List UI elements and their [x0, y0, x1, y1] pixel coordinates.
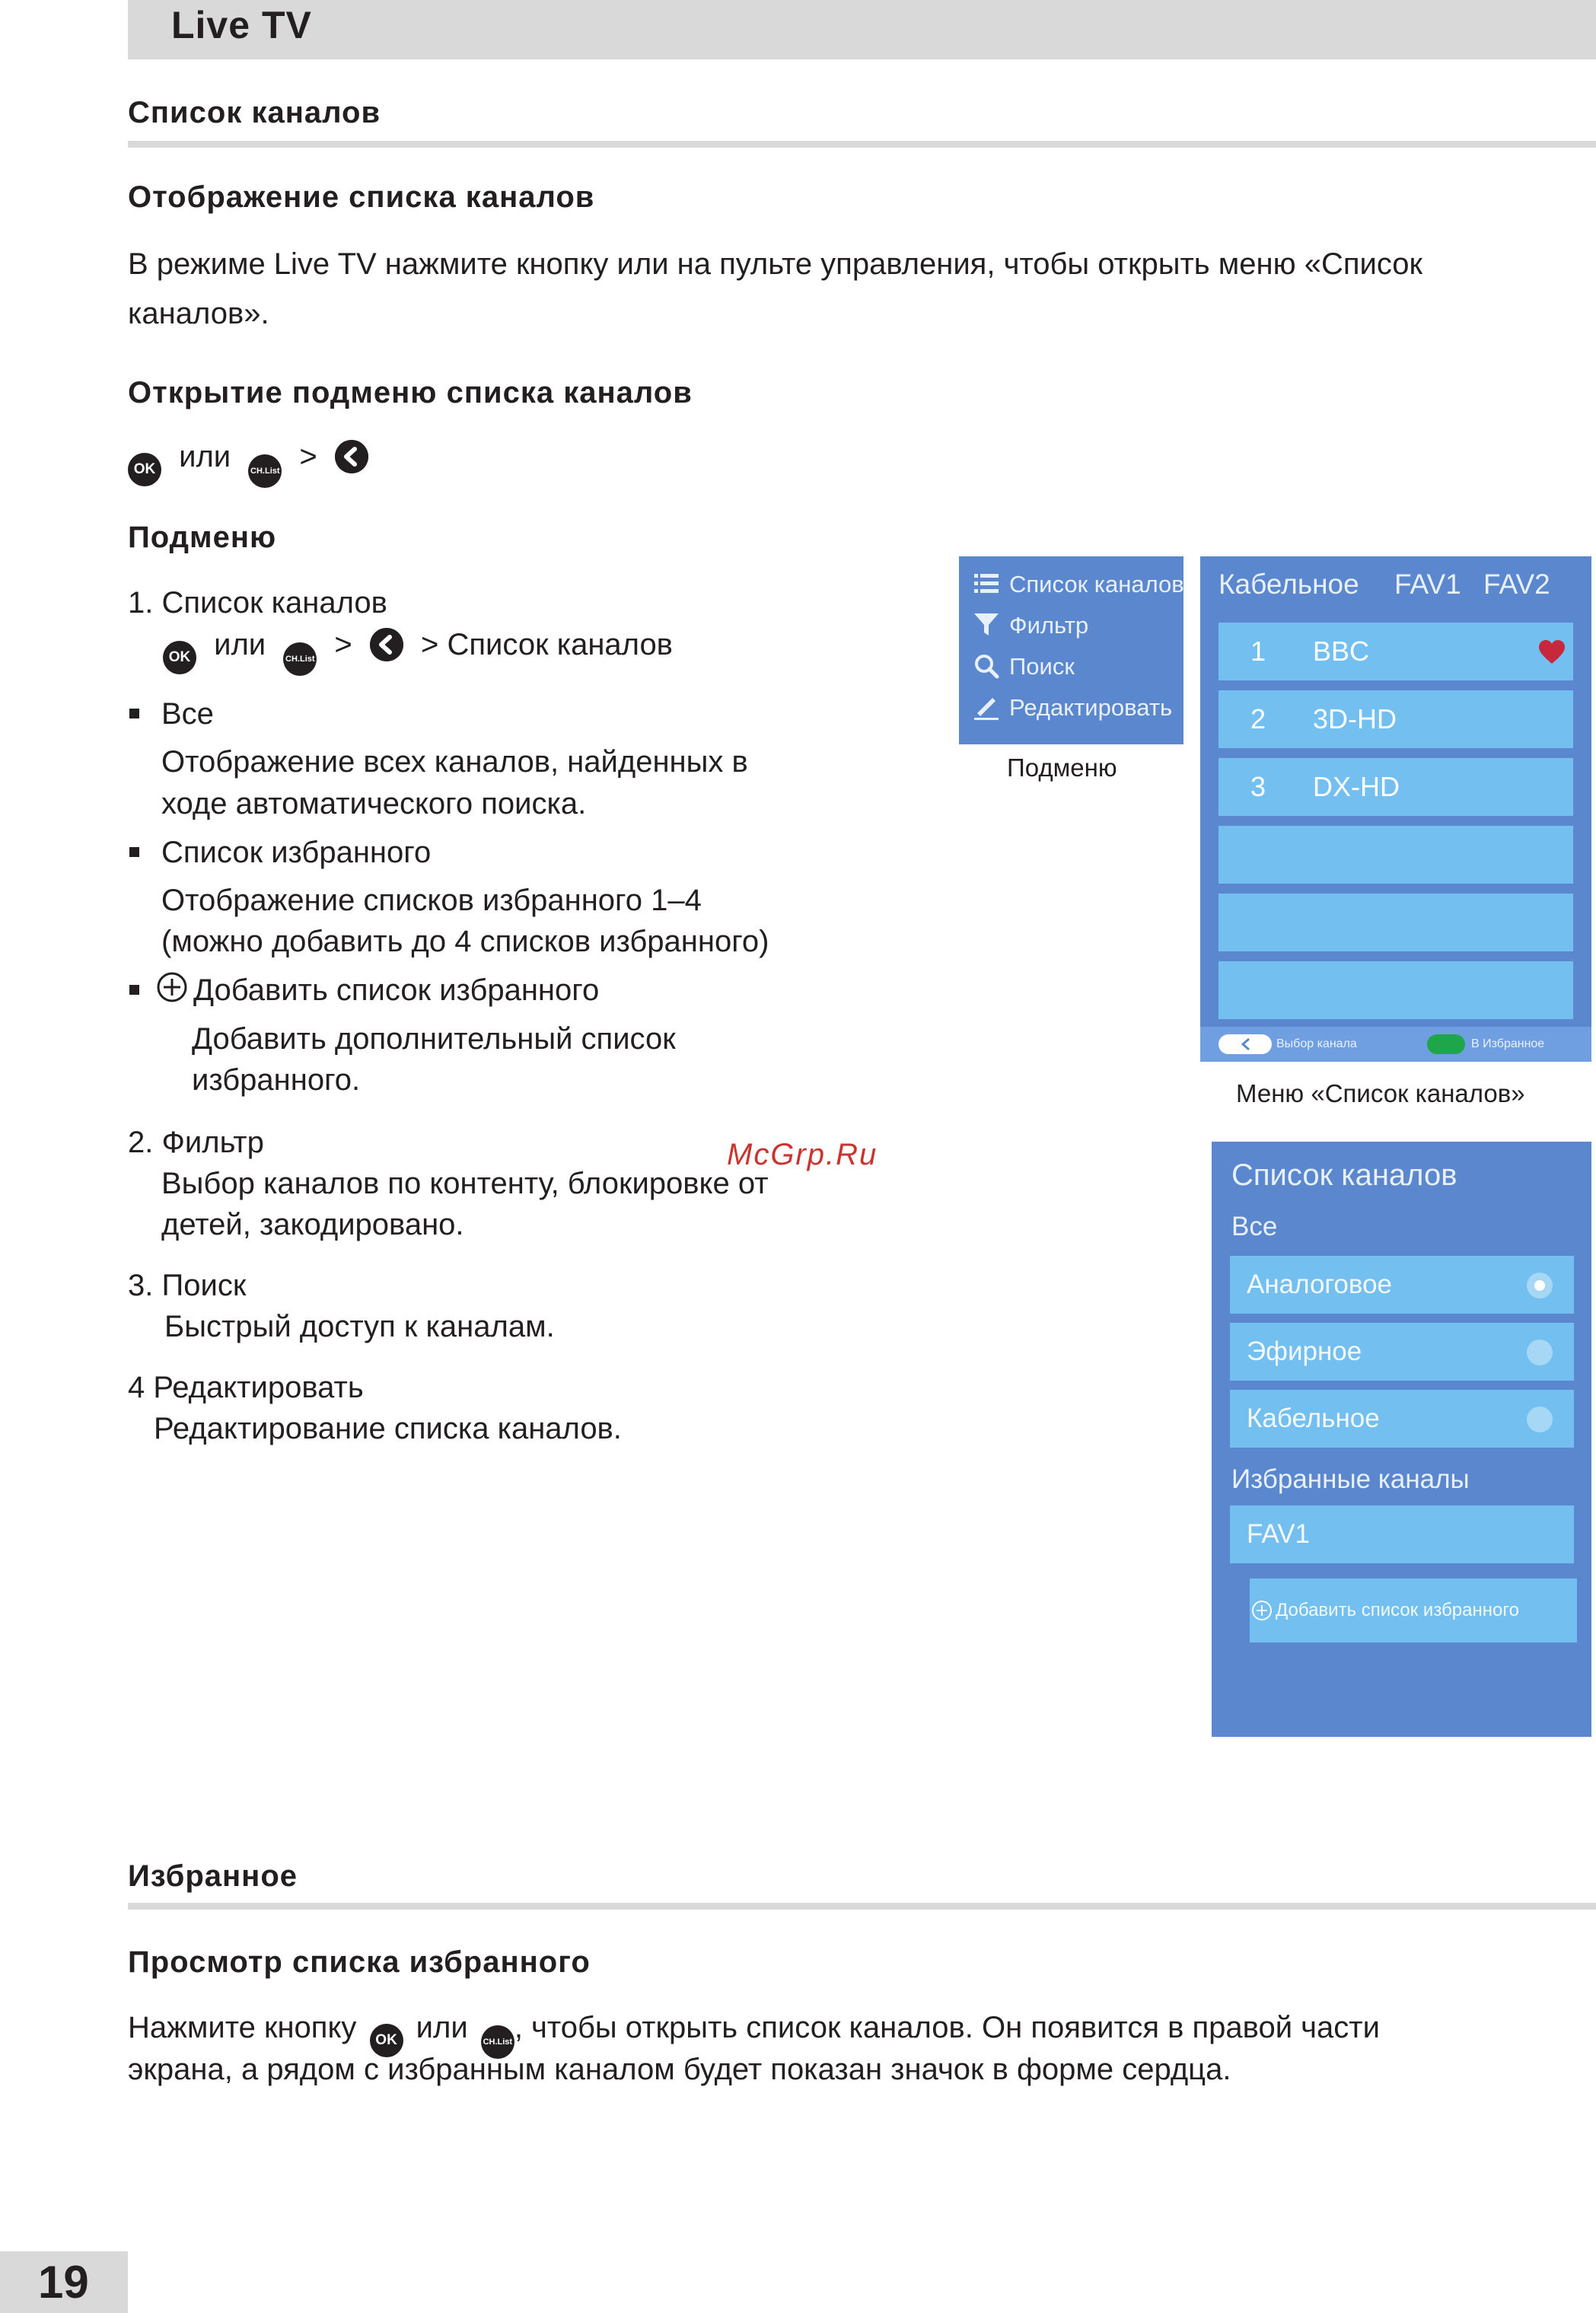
channel-row-empty[interactable] — [1219, 894, 1573, 951]
filter-option-terrestrial[interactable] — [1230, 1323, 1574, 1381]
header-band — [128, 0, 1596, 59]
tab-cable[interactable]: Кабельное — [1219, 569, 1359, 600]
submenu-caption: Подменю — [1007, 753, 1117, 782]
plus-circle-icon — [1251, 1600, 1273, 1621]
channel-row-empty[interactable] — [1219, 961, 1573, 1019]
favorites-text-line2: экрана, а рядом с избранным каналом будет показан значок в форме сердца. — [128, 2053, 1231, 2086]
filter-fav-item-label: FAV1 — [1247, 1519, 1311, 1549]
subsection-title-display: Отображение списка каналов — [128, 180, 595, 214]
bullet-favlist-title: Список избранного — [161, 836, 432, 869]
green-key-icon — [1427, 1034, 1465, 1054]
submenu-screen-item-label: Редактировать — [1009, 694, 1173, 721]
page-number: 19 — [38, 2257, 89, 2308]
chlist-button-icon: CH.List — [248, 454, 282, 488]
submenu-screen-item-filter[interactable] — [973, 605, 1088, 646]
display-text-line2: каналов». — [128, 297, 269, 330]
key-gt-text: > — [334, 628, 352, 661]
bullet-all-desc1: Отображение всех каналов, найденных в — [161, 745, 748, 779]
ok-button-icon: OK — [163, 641, 196, 674]
ok-button-icon: OK — [128, 453, 161, 486]
channel-row[interactable] — [1219, 758, 1573, 816]
display-text-line1: В режиме Live TV нажмите кнопку или на пульте управления, чтобы открыть меню «Список — [128, 247, 1423, 281]
add-favorite-list-label: Добавить список избранного — [1276, 1600, 1519, 1620]
watermark: McGrp.Ru — [727, 1138, 878, 1171]
subsection-title-open-submenu: Открытие подменю списка каналов — [128, 376, 693, 409]
filter-option-label: Эфирное — [1247, 1337, 1362, 1366]
section-rule — [128, 1903, 1596, 1910]
key-or-text: или — [214, 628, 266, 661]
filter-option-cable[interactable] — [1230, 1390, 1574, 1448]
channel-list-caption: Меню «Список каналов» — [1236, 1079, 1525, 1107]
channel-row-empty[interactable] — [1219, 826, 1573, 884]
radio-icon[interactable] — [1527, 1407, 1553, 1432]
submenu-item1-title: 1. Список каналов — [128, 586, 387, 620]
filter-favorites-label: Избранные каналы — [1231, 1464, 1470, 1494]
submenu-item2-desc2: детей, закодировано. — [161, 1208, 464, 1241]
page-header-title: Live TV — [171, 4, 312, 46]
tab-fav2[interactable]: FAV2 — [1483, 569, 1550, 600]
bullet-addfav-desc1: Добавить дополнительный список — [192, 1022, 676, 1056]
key-or-text: или — [179, 440, 231, 473]
search-icon — [973, 652, 1000, 680]
bullet-all-desc2: ходе автоматического поиска. — [161, 787, 587, 820]
radio-icon[interactable] — [1527, 1340, 1553, 1365]
submenu-screen — [959, 556, 1183, 744]
plus-circle-icon — [156, 971, 188, 1003]
submenu-item2-title: 2. Фильтр — [128, 1126, 264, 1159]
bullet-icon — [129, 847, 139, 857]
chlist-button-icon: CH.List — [283, 642, 317, 676]
submenu-screen-item-search[interactable] — [973, 646, 1075, 687]
back-arrow-button-icon — [335, 440, 368, 473]
bullet-favlist-desc1: Отображение списков избранного 1–4 — [161, 884, 702, 917]
submenu-item4-title: 4 Редактировать — [128, 1371, 364, 1404]
channel-row[interactable] — [1219, 690, 1573, 748]
submenu-item3-title: 3. Поиск — [128, 1269, 247, 1302]
back-arrow-button-icon — [370, 628, 403, 661]
key-gt-text: > — [299, 440, 317, 473]
channel-row[interactable] — [1219, 623, 1573, 680]
filter-screen-title: Список каналов — [1231, 1158, 1457, 1192]
favorites-text-part: Нажмите кнопку — [128, 2011, 357, 2044]
channel-name: DX-HD — [1313, 771, 1400, 802]
tab-fav1[interactable]: FAV1 — [1394, 569, 1461, 600]
submenu-screen-item-label: Список каналов — [1009, 571, 1184, 597]
filter-screen — [1212, 1142, 1591, 1737]
add-favorite-list-button[interactable] — [1250, 1579, 1577, 1642]
subsection-title-submenu: Подменю — [128, 521, 277, 554]
favorites-text-part: , чтобы открыть список каналов. Он появится в правой части — [514, 2011, 1380, 2044]
channel-name: 3D-HD — [1313, 703, 1397, 734]
filter-option-label: Аналоговое — [1247, 1270, 1393, 1299]
pencil-icon — [973, 693, 1000, 721]
submenu-item4-desc1: Редактирование списка каналов. — [154, 1412, 622, 1445]
bullet-icon — [129, 985, 139, 995]
section-title-channel-list: Список каналов — [128, 96, 381, 129]
key-path-tail: > Список каналов — [421, 628, 673, 661]
bullet-favlist-desc2: (можно добавить до 4 списков избранного) — [161, 925, 769, 958]
footer-add-favorite-label: В Избранное — [1471, 1037, 1545, 1050]
submenu-screen-item-channel-list[interactable] — [973, 564, 1184, 605]
submenu-screen-item-edit[interactable] — [973, 687, 1172, 728]
back-key-hint-icon — [1219, 1034, 1272, 1054]
channel-number: 1 — [1250, 636, 1266, 667]
channel-list-footer — [1200, 1027, 1591, 1062]
bullet-addfav-desc2: избранного. — [192, 1063, 361, 1097]
subsection-title-view-favorites: Просмотр списка избранного — [128, 1945, 591, 1979]
bullet-icon — [129, 709, 139, 718]
radio-selected-icon[interactable] — [1527, 1273, 1553, 1298]
filter-fav-item[interactable] — [1230, 1505, 1574, 1563]
bullet-addfav-title: Добавить список избранного — [193, 973, 600, 1007]
footer-select-channel-label: Выбор канала — [1276, 1037, 1357, 1050]
channel-number: 3 — [1250, 771, 1266, 802]
section-title-favorites: Избранное — [128, 1859, 298, 1893]
filter-icon — [973, 611, 1000, 639]
channel-list-screen — [1200, 556, 1591, 1062]
list-icon — [973, 570, 1000, 597]
filter-all-label: Все — [1231, 1212, 1278, 1241]
ok-button-icon: OK — [370, 2024, 403, 2057]
submenu-screen-item-label: Поиск — [1009, 653, 1075, 680]
submenu-screen-item-label: Фильтр — [1009, 612, 1089, 639]
open-submenu-key-sequence — [128, 432, 368, 488]
filter-option-analog[interactable] — [1230, 1256, 1574, 1314]
chlist-button-icon: CH.List — [481, 2025, 514, 2059]
bullet-all-title: Все — [161, 697, 214, 731]
submenu-item3-desc1: Быстрый доступ к каналам. — [164, 1310, 555, 1343]
channel-number: 2 — [1250, 703, 1266, 734]
heart-icon — [1538, 639, 1566, 665]
channel-name: BBC — [1313, 636, 1370, 667]
submenu-item1-key-path — [163, 620, 673, 676]
section-rule — [128, 141, 1596, 148]
submenu-item2-desc1: Выбор каналов по контенту, блокировке от — [161, 1167, 769, 1200]
filter-option-label: Кабельное — [1247, 1403, 1380, 1433]
favorites-text-part: или — [416, 2011, 468, 2044]
